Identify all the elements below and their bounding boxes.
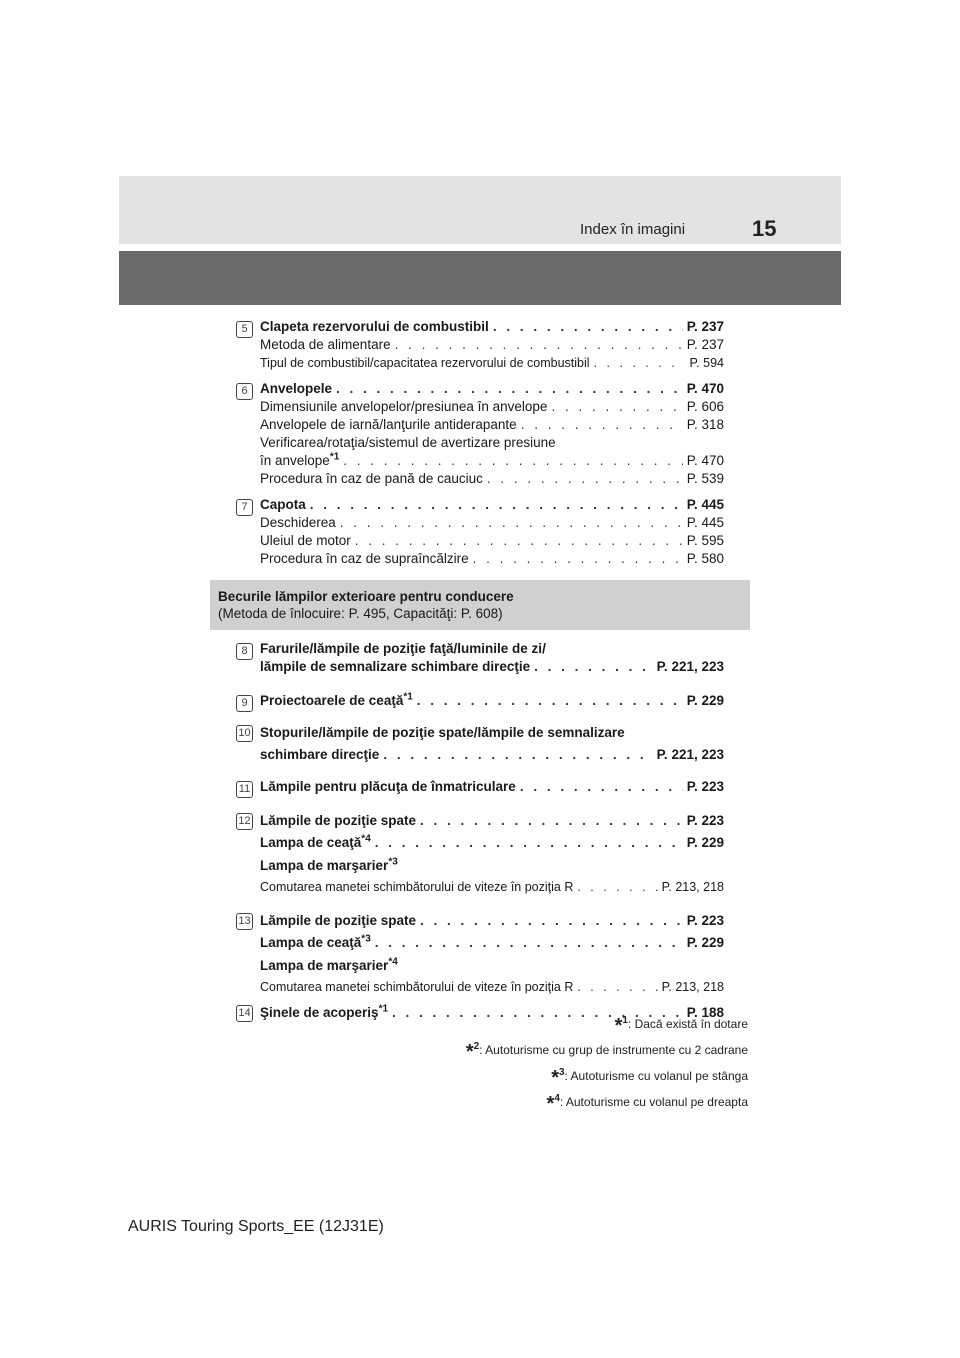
section-5 — [236, 318, 724, 372]
entry-engine-oil[interactable]: Uleiul de motor . . . P. 595 — [260, 532, 724, 550]
entry-rear-fog-13[interactable]: Lampa de ceaţă$^{*3}$ . . . P. 229 — [260, 932, 724, 954]
section-number-6: 6 — [236, 383, 253, 400]
section-number-14: 14 — [236, 1005, 253, 1022]
entry-tire-check-line1: Verificarea/rotaţia/sistemul de avertizare presiune — [260, 435, 556, 450]
page-header-title: Index în imagini — [580, 221, 686, 238]
entry-stop-lights[interactable]: schimbare direcţie . . . P. 221, 223 — [260, 744, 724, 766]
entry-reverse-13[interactable]: Lampa de marşarier$^{*4}$ — [260, 956, 398, 973]
entry-fuel-door[interactable]: Clapeta rezervorului de combustibil . . . P. 237 — [260, 318, 724, 336]
page-ref: P. 237 — [686, 319, 724, 334]
section-13 — [236, 910, 724, 996]
footnote-4: *$^4$: Autoturisme cu volanul pe dreapta — [546, 1093, 748, 1115]
entry-headlights[interactable]: lămpile de semnalizare schimbare direcţie . . . P. 221, 223 — [260, 658, 724, 676]
entry-rear-fog-12[interactable]: Lampa de ceaţă$^{*4}$ . . . P. 229 — [260, 832, 724, 854]
entry-tire-check[interactable]: în anvelope$^{*1}$ . . . P. 470 — [260, 452, 724, 470]
section-11 — [236, 778, 724, 796]
entry-refueling[interactable]: Metoda de alimentare . . . P. 237 — [260, 336, 724, 354]
entry-shift-r-13[interactable]: Comutarea manetei schimbătorului de viteze în poziţia R . . . P. 213, 218 — [260, 978, 724, 996]
footnotes — [466, 1012, 748, 1116]
section-6 — [236, 380, 724, 488]
section-number-9: 9 — [236, 695, 253, 712]
entry-fuel-type[interactable]: Tipul de combustibil/capacitatea rezervorului de combustibil . . . P. 594 — [260, 354, 724, 372]
entry-opening[interactable]: Deschiderea . . . P. 445 — [260, 514, 724, 532]
header-bar — [119, 176, 841, 244]
page-number: 15 — [752, 216, 777, 241]
section-12 — [236, 810, 724, 896]
entry-winter-tires[interactable]: Anvelopele de iarnă/lanţurile antiderapante . . . P. 318 — [260, 416, 724, 434]
bulbs-box — [210, 580, 750, 630]
section-number-12: 12 — [236, 813, 253, 830]
section-10 — [236, 722, 724, 766]
entry-shift-r-12[interactable]: Comutarea manetei schimbătorului de viteze în poziţia R . . . P. 213, 218 — [260, 878, 724, 896]
footnote-3: *$^3$: Autoturisme cu volanul pe stânga — [551, 1067, 748, 1089]
entry-reverse-12[interactable]: Lampa de marşarier$^{*3}$ — [260, 856, 398, 873]
entry-fog-lights[interactable]: Proiectoarele de ceaţă$^{*1}$ . . . P. 229 — [260, 692, 724, 710]
entry-flat-tire[interactable]: Procedura în caz de pană de cauciuc . . . P. 539 — [260, 470, 724, 488]
entry-rear-position-13[interactable]: Lămpile de poziţie spate . . . P. 223 — [260, 910, 724, 932]
entry-overheating[interactable]: Procedura în caz de supraîncălzire . . . P. 580 — [260, 550, 724, 568]
entry-hood[interactable]: Capota . . . P. 445 — [260, 496, 724, 514]
section-9 — [236, 692, 724, 710]
section-number-10: 10 — [236, 725, 253, 742]
section-number-7: 7 — [236, 499, 253, 516]
section-8 — [236, 640, 724, 676]
section-number-13: 13 — [236, 913, 253, 930]
page-footer: AURIS Touring Sports_EE (12J31E) — [128, 1218, 384, 1235]
index-content — [218, 318, 724, 1024]
entry-roof-rails[interactable]: Şinele de acoperiş$^{*1}$ . . . P. 188 — [260, 1002, 724, 1024]
entry-tire-size[interactable]: Dimensiunile anvelopelor/presiunea în anvelope . . . P. 606 — [260, 398, 724, 416]
entry-plate-lights[interactable]: Lămpile pentru plăcuţa de înmatriculare . . . P. 223 — [260, 778, 724, 796]
footnote-1: *$^1$: Dacă există în dotare — [614, 1015, 748, 1037]
section-number-5: 5 — [236, 321, 253, 338]
footnote-2: *$^2$: Autoturisme cu grup de instrumente cu 2 cadrane — [465, 1041, 748, 1063]
bulbs-subtitle: (Metoda de înlocuire: P. 495, Capacităţi: P. 608) — [218, 606, 503, 621]
entry-headlights-line1: Farurile/lămpile de poziţie faţă/luminile de zi/ — [260, 641, 546, 656]
entry-stop-lights-line1: Stopurile/lămpile de poziţie spate/lămpile de semnalizare — [260, 725, 625, 740]
entry-rear-position-12[interactable]: Lămpile de poziţie spate . . . P. 223 — [260, 810, 724, 832]
entry-tires[interactable]: Anvelopele . . . P. 470 — [260, 380, 724, 398]
bulbs-title: Becurile lămpilor exterioare pentru conducere — [218, 589, 514, 604]
section-number-8: 8 — [236, 643, 253, 660]
section-7 — [236, 496, 724, 568]
section-number-11: 11 — [236, 781, 253, 798]
section-banner — [119, 251, 841, 305]
